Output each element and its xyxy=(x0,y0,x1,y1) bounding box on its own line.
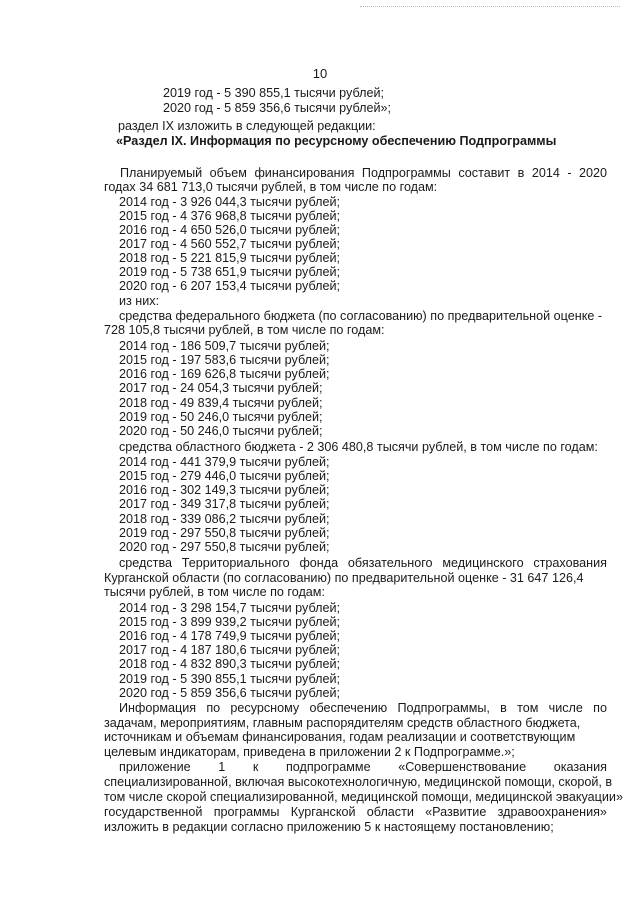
word: Информация xyxy=(119,701,197,715)
year-line: 2016 год - 4 650 526,0 тысячи рублей; xyxy=(119,223,340,237)
year-line: 2019 год - 5 738 651,9 тысячи рублей; xyxy=(119,265,340,279)
text-line: из них: xyxy=(119,294,160,308)
text-line: изложить в редакции согласно приложению 5 к настоящему постановлению; xyxy=(104,820,554,834)
year-line: 2016 год - 302 149,3 тысячи рублей; xyxy=(119,483,330,497)
text-line: 2019 год - 5 390 855,1 тысячи рублей; xyxy=(163,86,384,100)
section-heading: «Раздел IX. Информация по ресурсному обеспечению Подпрограммы xyxy=(116,134,557,148)
word: обязательного xyxy=(347,556,433,570)
word: фонда xyxy=(299,556,339,570)
word: подпрограмме xyxy=(285,760,371,774)
year-line: 2016 год - 169 626,8 тысячи рублей; xyxy=(119,367,330,381)
year-line: 2015 год - 197 583,6 тысячи рублей; xyxy=(119,353,330,367)
year-line: 2014 год - 441 379,9 тысячи рублей; xyxy=(119,455,330,469)
year-line: 2014 год - 3 926 044,3 тысячи рублей; xyxy=(119,195,340,209)
year-line: 2014 год - 3 298 154,7 тысячи рублей; xyxy=(119,601,340,615)
text-line: задачам, мероприятиям, главным распорядителям средств областного бюджета, xyxy=(104,716,581,730)
year-line: 2015 год - 3 899 939,2 тысячи рублей; xyxy=(119,615,340,629)
text-line: средства областного бюджета - 2 306 480,8 тысячи рублей, в том числе по годам: xyxy=(119,440,598,454)
text-line: тысячи рублей, в том числе по годам: xyxy=(104,585,325,599)
scan-edge-rule xyxy=(360,6,620,7)
word: по xyxy=(593,701,607,715)
year-line: 2020 год - 6 207 153,4 тысячи рублей; xyxy=(119,279,340,293)
year-line: 2020 год - 297 550,8 тысячи рублей; xyxy=(119,540,330,554)
word: том xyxy=(517,701,539,715)
year-line: 2017 год - 4 187 180,6 тысячи рублей; xyxy=(119,643,340,657)
year-line: 2018 год - 4 832 890,3 тысячи рублей; xyxy=(119,657,340,671)
word: страхования xyxy=(533,556,607,570)
text-line-justified xyxy=(119,701,607,715)
page-number: 10 xyxy=(312,66,328,81)
text-line: раздел IX изложить в следующей редакции: xyxy=(118,119,376,133)
text-line: Курганской области (по согласованию) по предварительной оценке - 31 647 126,4 xyxy=(104,571,584,585)
year-line: 2018 год - 49 839,4 тысячи рублей; xyxy=(119,396,323,410)
year-line: 2018 год - 5 221 815,9 тысячи рублей; xyxy=(119,251,340,265)
year-line: 2019 год - 297 550,8 тысячи рублей; xyxy=(119,526,330,540)
text-line: целевым индикаторам, приведена в приложении 2 к Подпрограмме.»; xyxy=(104,745,515,759)
text-line: 728 105,8 тысячи рублей, в том числе по годам: xyxy=(104,323,385,337)
year-line: 2017 год - 24 054,3 тысячи рублей; xyxy=(119,381,323,395)
word: к xyxy=(252,760,259,774)
year-line: 2018 год - 339 086,2 тысячи рублей; xyxy=(119,512,330,526)
year-line: 2020 год - 50 246,0 тысячи рублей; xyxy=(119,424,323,438)
text-line: средства федерального бюджета (по согласованию) по предварительной оценке - xyxy=(119,309,603,323)
year-line: 2015 год - 4 376 968,8 тысячи рублей; xyxy=(119,209,340,223)
word: средства xyxy=(119,556,172,570)
word: государственной xyxy=(104,805,203,819)
word: Подпрограммы, xyxy=(397,701,490,715)
word: «Развитие xyxy=(425,805,487,819)
word: области xyxy=(366,805,414,819)
year-line: 2016 год - 4 178 749,9 тысячи рублей; xyxy=(119,629,340,643)
text-line: том числе скорой специализированной, медицинской помощи, медицинской эвакуации» xyxy=(104,790,623,804)
text-line: 2020 год - 5 859 356,6 тысячи рублей»; xyxy=(163,101,391,115)
word: 1 xyxy=(218,760,226,774)
word: приложение xyxy=(119,760,191,774)
word: числе xyxy=(548,701,583,715)
word: здравоохранения» xyxy=(497,805,607,819)
text-line: специализированной, включая высокотехнологичную, медицинской помощи, скорой, в xyxy=(104,775,613,789)
word: ресурсному xyxy=(230,701,300,715)
year-line: 2014 год - 186 509,7 тысячи рублей; xyxy=(119,339,330,353)
word: обеспечению xyxy=(309,701,388,715)
word: «Совершенствование xyxy=(398,760,527,774)
text-line: источникам и объемам финансирования, годам реализации и соответствующим xyxy=(104,730,576,744)
word: в xyxy=(500,701,507,715)
text-line: годах 34 681 713,0 тысячи рублей, в том числе по годам: xyxy=(104,180,438,194)
word: медицинского xyxy=(442,556,524,570)
year-line: 2015 год - 279 446,0 тысячи рублей; xyxy=(119,469,330,483)
year-line: 2017 год - 4 560 552,7 тысячи рублей; xyxy=(119,237,340,251)
word: Территориального xyxy=(181,556,290,570)
year-line: 2017 год - 349 317,8 тысячи рублей; xyxy=(119,497,330,511)
word: Курганской xyxy=(290,805,356,819)
word: по xyxy=(206,701,221,715)
text-line: Планируемый объем финансирования Подпрограммы составит в 2014 - 2020 xyxy=(120,166,607,180)
text-line-justified xyxy=(119,760,607,774)
text-line-justified xyxy=(119,556,607,570)
year-line: 2019 год - 5 390 855,1 тысячи рублей; xyxy=(119,672,340,686)
year-line: 2019 год - 50 246,0 тысячи рублей; xyxy=(119,410,323,424)
word: оказания xyxy=(553,760,607,774)
year-line: 2020 год - 5 859 356,6 тысячи рублей; xyxy=(119,686,340,700)
word: программы xyxy=(213,805,280,819)
text-line-justified xyxy=(104,805,607,819)
